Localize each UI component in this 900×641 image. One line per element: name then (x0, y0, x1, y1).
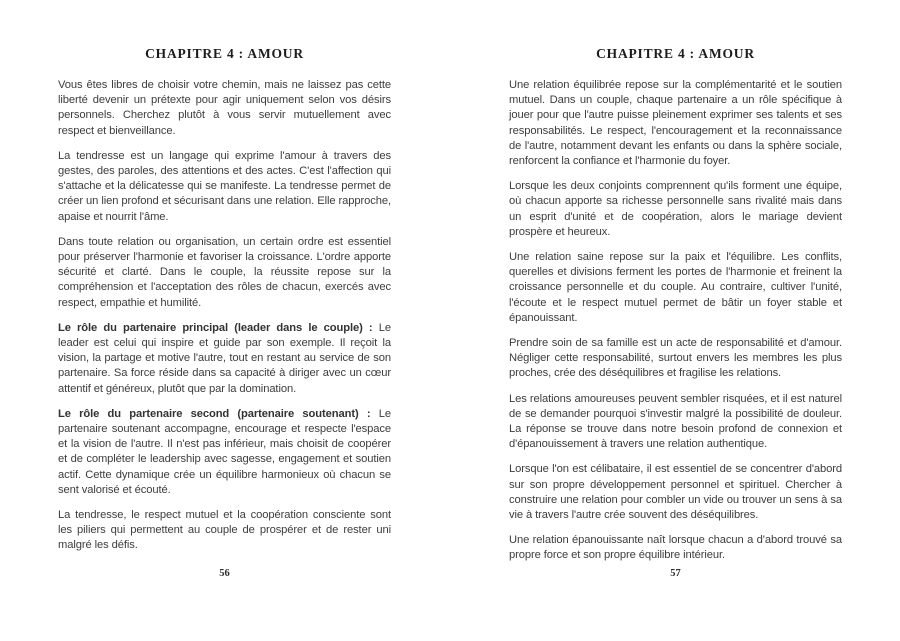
paragraph-text: Une relation équilibrée repose sur la complémentarité et le soutien mutuel. Dans un couple, chaque partenaire a un rôle spécifique à jouer pour que l'autre puisse pleinement exprimer ses talents et ses responsabilités. Le respect, l'encouragement et la reconnaissance de l'autre, notamment devant les enfants ou dans la sphère sociale, renforcent la confiance et l'harmonie du foyer. (509, 79, 842, 168)
paragraph-text: Dans toute relation ou organisation, un certain ordre est essentiel pour préserver l'harmonie et favoriser la croissance. L'ordre apporte sécurité et clarté. Dans le couple, la réussite repose sur la compréhension et l'acceptation des rôles de chacun, exercés avec respect, empathie et humilité. (58, 235, 391, 309)
paragraph-text: Les relations amoureuses peuvent sembler risquées, et il est naturel de se demander pourquoi s'investir malgré la possibilité de douleur. La réponse se trouve dans notre besoin profond de connexion et d'épanouissement à travers une relation authentique. (509, 392, 842, 451)
paragraph-text: Le leader est celui qui inspire et guide par son exemple. Il reçoit la vision, la partage et motive l'autre, tout en restant au service de son partenaire. Sa force réside dans sa capacité à diriger avec un cœur attentif et généreux, plutôt que par la domination. (58, 321, 391, 395)
paragraph-text: Une relation saine repose sur la paix et l'équilibre. Les conflits, querelles et divisions ferment les portes de l'harmonie et freinent la croissance personnelle et du couple. Au contraire, cultiver l'unité, l'écoute et le respect mutuel permet de bâtir un foyer stable et épanouissant. (509, 251, 842, 324)
paragraph (509, 462, 842, 523)
paragraph (509, 250, 842, 326)
paragraph (58, 149, 391, 225)
paragraph-bold-lead: Le rôle du partenaire second (partenaire soutenant) : (58, 407, 379, 420)
paragraph-bold-lead: Le rôle du partenaire principal (leader dans le couple) : (58, 321, 379, 334)
page-number-left: 56 (219, 568, 230, 579)
chapter-title-right: CHAPITRE 4 : AMOUR (596, 46, 755, 61)
paragraph (58, 321, 391, 397)
paragraph-text: La tendresse est un langage qui exprime l'amour à travers des gestes, des paroles, des attentions et des actes. C'est l'affection qui s'attache et la délicatesse qui se manifeste. La tendresse permet de créer un lien profond et sécurisant dans une relation. Elle rapproche, apaise et nourrit l'âme. (58, 149, 391, 223)
paragraph-text: Le partenaire soutenant accompagne, encourage et respecte l'espace et la vision de l'autre. Il n'est pas inférieur, mais choisit de coopérer et de compléter le leadership avec sagesse, engagement et soutien actif. Cette dynamique crée un équilibre harmonieux où chacun se sent valorisé et écouté. (58, 407, 391, 496)
paragraph-text: Lorsque les deux conjoints comprennent qu'ils forment une équipe, où chacun apporte sa richesse personnelle sans rivalité mais dans un esprit d'unité et de coopération, alors le mariage devient prospère et heureux. (509, 180, 842, 238)
page-right (509, 46, 842, 606)
paragraph (58, 508, 391, 554)
paragraph (58, 407, 391, 498)
chapter-title-left: CHAPITRE 4 : AMOUR (145, 46, 304, 61)
page-number-right: 57 (670, 568, 681, 579)
page-left (58, 46, 391, 606)
paragraph (509, 179, 842, 240)
paragraph (509, 336, 842, 382)
paragraph (509, 392, 842, 453)
paragraph-text: La tendresse, le respect mutuel et la coopération consciente sont les piliers qui permettent au couple de prospérer et de rester uni malgré les défis. (58, 509, 391, 552)
paragraph (509, 533, 842, 563)
paragraph (58, 78, 391, 139)
paragraph-text: Lorsque l'on est célibataire, il est essentiel de se concentrer d'abord sur son propre développement personnel et spirituel. Chercher à construire une relation pour combler un vide ou trouver un sens à sa vie à travers l'autre crée souvent des déséquilibres. (509, 463, 842, 522)
paragraph-text: Prendre soin de sa famille est un acte de responsabilité et d'amour. Négliger cette responsabilité, surtout envers les membres les plus proches, crée des déséquilibres et fragilise les relations. (509, 337, 842, 380)
paragraph (509, 78, 842, 169)
paragraph-text: Une relation épanouissante naît lorsque chacun a d'abord trouvé sa propre force et son propre équilibre intérieur. (509, 534, 842, 562)
paragraph-text: Vous êtes libres de choisir votre chemin, mais ne laissez pas cette liberté devenir un prétexte pour agir uniquement selon vos désirs personnels. Cherchez plutôt à vous servir mutuellement avec respect et bienveillance. (58, 79, 391, 137)
paragraph (58, 235, 391, 311)
